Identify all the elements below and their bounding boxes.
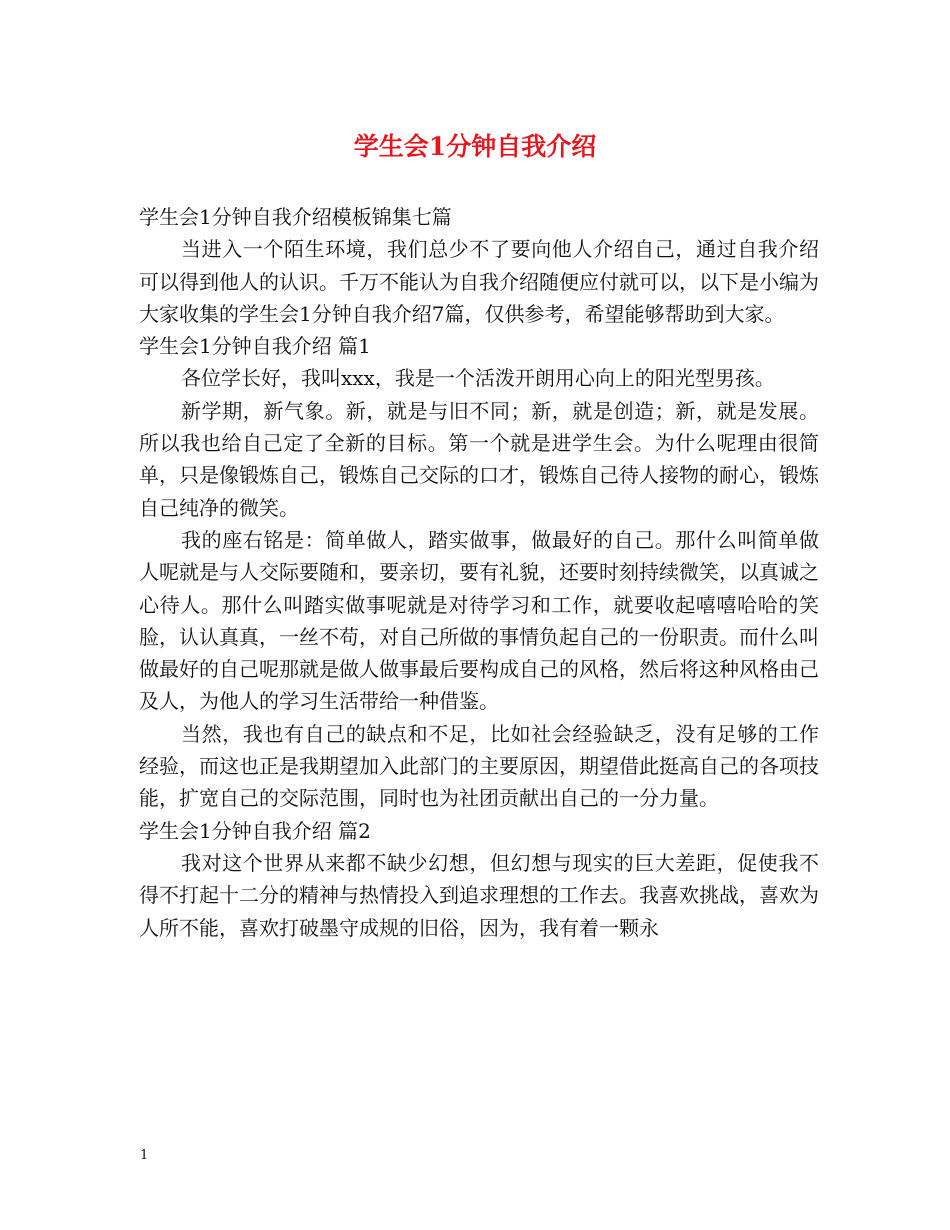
subtitle-line: 学生会1分钟自我介绍模板锦集七篇 bbox=[139, 205, 452, 229]
section-heading-1: 学生会1分钟自我介绍 篇1 bbox=[139, 334, 371, 359]
paragraph: 我的座右铭是：简单做人，踏实做事，做最好的自己。那什么叫简单做人呢就是与人交际要随和，要亲切，要有礼貌，还要时刻持续微笑，以真诚之心待人。那什么叫踏实做事呢就是对待学习和工作，就要收起嘻嘻哈哈的笑脸，认认真真，一丝不苟，对自己所做的事情负起自己的一份职责。而什么叫做最好的自己呢那就是做人做事最后要构成自己的风格，然后将这种风格由己及人，为他人的学习生活带给一种借鉴。 bbox=[139, 527, 819, 714]
intro-paragraph: 当进入一个陌生环境，我们总少不了要向他人介绍自己，通过自我介绍可以得到他人的认识。千万不能认为自我介绍随便应付就可以，以下是小编为大家收集的学生会1分钟自我介绍7篇，仅供参考，希望能够帮助到大家。 bbox=[139, 237, 819, 326]
document-title: 学生会1分钟自我介绍 bbox=[353, 132, 597, 161]
paragraph: 新学期，新气象。新，就是与旧不同；新，就是创造；新，就是发展。所以我也给自己定了全新的目标。第一个就是进学生会。为什么呢理由很简单，只是像锻炼自己，锻炼自己交际的口才，锻炼自己待人接物的耐心，锻炼自己纯净的微笑。 bbox=[139, 398, 819, 520]
page-number: 1 bbox=[140, 1148, 149, 1163]
document-body bbox=[139, 201, 819, 944]
paragraph: 各位学长好，我叫xxx，我是一个活泼开朗用心向上的阳光型男孩。 bbox=[181, 366, 775, 391]
paragraph: 当然，我也有自己的缺点和不足，比如社会经验缺乏，没有足够的工作经验，而这也正是我期望加入此部门的主要原因，期望借此挺高自己的各项技能，扩宽自己的交际范围，同时也为社团贡献出自己的一分力量。 bbox=[139, 721, 819, 811]
paragraph: 我对这个世界从来都不缺少幻想，但幻想与现实的巨大差距，促使我不得不打起十二分的精神与热情投入到追求理想的工作去。我喜欢挑战，喜欢为人所不能，喜欢打破墨守成规的旧俗，因为，我有着一颗永 bbox=[139, 850, 819, 940]
section-heading-2: 学生会1分钟自我介绍 篇2 bbox=[139, 818, 371, 843]
